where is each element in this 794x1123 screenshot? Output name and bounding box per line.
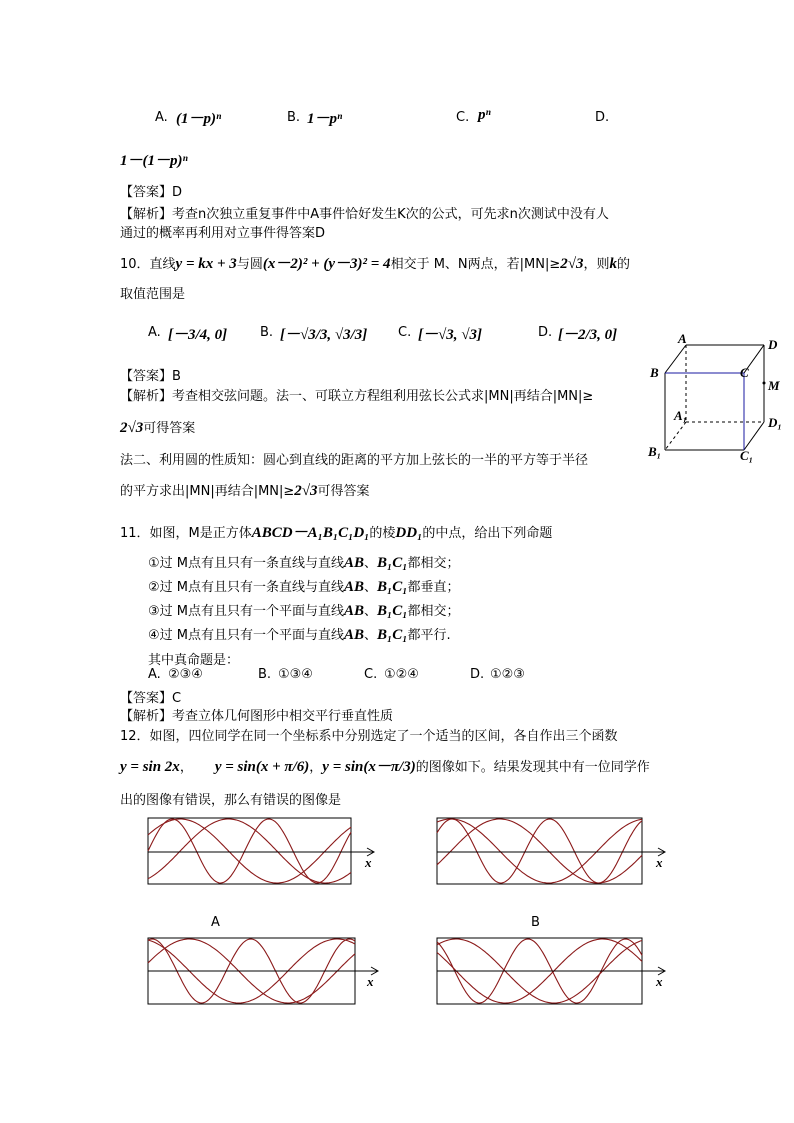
q9-option-b: 1－pⁿ xyxy=(307,111,343,127)
graph-curve-1-0 xyxy=(437,819,642,883)
q11-prop2-sep: 、 xyxy=(364,580,378,595)
q11-prop4-pre: ④过 M点有且只有一个平面与直线 xyxy=(148,628,345,643)
q11-prop4-bc: B₁C₁ xyxy=(377,627,408,643)
q10-option-a-label: A. xyxy=(148,325,161,340)
q10-option-b: [－√3/3, √3/3] xyxy=(280,327,368,343)
graph-curve-0-0 xyxy=(148,819,351,883)
q12-func-1: y = sin 2x xyxy=(120,759,180,775)
graph-d xyxy=(434,935,674,1010)
cube-label-d: D xyxy=(768,337,778,352)
q11-option-d: ①②③ xyxy=(490,667,525,682)
q10-option-d: [－2/3, 0] xyxy=(558,327,618,343)
cube-label-d1: D₁ xyxy=(768,415,782,430)
q11-option-b: ①③④ xyxy=(278,667,313,682)
cube-figure xyxy=(640,330,794,470)
q10-option-c: [－√3, √3] xyxy=(418,327,482,343)
q12-stem-b: 的图像如下。结果发现其中有一位同学作 xyxy=(415,760,650,775)
graph-a-caption: A xyxy=(211,915,220,930)
q12-stem-line3: 出的图像有错误，那么有错误的图像是 xyxy=(120,793,342,808)
q10-stem-c: 相交于 M、N两点，若|MN|≥ xyxy=(390,257,561,272)
q11-prop1-ab: AB xyxy=(344,555,365,571)
q10-stem-line2: 取值范围是 xyxy=(120,287,186,302)
q9-option-c: pⁿ xyxy=(478,107,491,123)
cube-label-c1: C₁ xyxy=(740,448,754,463)
q11-prop4-sep: 、 xyxy=(364,628,378,643)
graph-a-x-label: x xyxy=(365,855,372,870)
q11-option-c: ①②④ xyxy=(384,667,419,682)
q9-option-a-label: A. xyxy=(155,110,168,125)
q10-stem-e: 的 xyxy=(616,257,630,272)
q12-func-3: y = sin(x－π/3) xyxy=(322,759,416,775)
q12-func-2: y = sin(x + π/6) xyxy=(214,759,310,775)
q11-prop2-bc: B₁C₁ xyxy=(377,579,408,595)
q11-stem-b: 的棱 xyxy=(369,526,396,541)
q11-option-d-label: D. xyxy=(470,667,485,682)
q11-option-a: ②③④ xyxy=(168,667,203,682)
cube-label-c: C xyxy=(740,365,749,380)
graph-b xyxy=(434,815,674,890)
q10-analysis-text2: 可得答案 xyxy=(143,421,196,436)
q11-edge-name: DD₁ xyxy=(395,525,423,541)
cube-label-m: M xyxy=(768,378,780,393)
q9-option-b-label: B. xyxy=(287,110,301,125)
q11-stem xyxy=(120,521,552,542)
q10-analysis-text4b: 可得答案 xyxy=(317,484,370,499)
q11-prop3-pre: ③过 M点有且只有一个平面与直线 xyxy=(148,604,345,619)
q11-prop1-pre: ①过 M点有且只有一条直线与直线 xyxy=(148,556,345,571)
q10-line-eq: y = kx + 3 xyxy=(175,256,237,272)
q10-analysis-line2 xyxy=(120,417,195,437)
q10-option-b-label: B. xyxy=(260,325,274,340)
q11-prop4-post: 都平行. xyxy=(407,628,451,643)
q12-sep-2: ， xyxy=(309,760,323,775)
q9-analysis-line2: 通过的概率再利用对立事件得答案D xyxy=(120,226,326,241)
q10-analysis-line3: 法二、利用圆的性质知：圆心到直线的距离的平方加上弦长的一半的平方等于半径 xyxy=(120,453,589,468)
q12-stem-line2 xyxy=(120,755,650,776)
q10-option-d-label: D. xyxy=(538,325,553,340)
q10-analysis-root2: 2√3 xyxy=(294,483,318,499)
q12-sep-1: ， xyxy=(179,760,193,775)
q11-proposition-1 xyxy=(148,552,460,572)
q11-option-b-label: B. xyxy=(258,667,272,682)
cube-label-b: B xyxy=(650,365,659,380)
q11-prop2-ab: AB xyxy=(344,579,365,595)
q11-prop1-sep: 、 xyxy=(364,556,378,571)
graph-curve-0-2 xyxy=(148,819,351,883)
q11-prop2-pre: ②过 M点有且只有一条直线与直线 xyxy=(148,580,345,595)
cube-label-a1: A₁ xyxy=(674,408,688,423)
q10-analysis-text4a: 的平方求出|MN|再结合|MN|≥ xyxy=(120,484,295,499)
q11-answer: 【答案】C xyxy=(120,691,182,706)
q10-option-c-label: C. xyxy=(398,325,412,340)
q11-prop4-ab: AB xyxy=(344,627,365,643)
q10-stem-line1 xyxy=(120,252,630,273)
q9-analysis-line1: 【解析】考查n次独立重复事件中A事件恰好发生K次的公式，可先求n次测试中没有人 xyxy=(120,207,609,222)
cube-label-b1: B₁ xyxy=(648,444,662,459)
q9-answer: 【答案】D xyxy=(120,185,183,200)
graph-d-x-label: x xyxy=(656,974,663,989)
q10-circle-eq: (x－2)² + (y－3)² = 4 xyxy=(262,256,391,272)
q11-proposition-2 xyxy=(148,576,460,596)
q10-option-a: [－3/4, 0] xyxy=(168,327,228,343)
graph-curve-0-1 xyxy=(148,819,351,883)
q11-prop3-sep: 、 xyxy=(364,604,378,619)
q10-analysis-root: 2√3 xyxy=(120,420,144,436)
q10-analysis-line1: 【解析】考查相交弦问题。法一、可联立方程组利用弦长公式求|MN|再结合|MN|≥ xyxy=(120,389,594,404)
q11-proposition-3 xyxy=(148,600,460,620)
q11-stem-c: 的中点，给出下列命题 xyxy=(422,526,553,541)
q9-option-d-label: D. xyxy=(595,110,610,125)
q11-analysis: 【解析】考查立体几何图形中相交平行垂直性质 xyxy=(120,709,394,724)
q11-prop1-post: 都相交； xyxy=(407,556,460,571)
cube-label-a: A xyxy=(678,331,687,346)
graph-c-x-label: x xyxy=(367,974,374,989)
q10-stem-a: 10．直线 xyxy=(120,257,176,272)
q11-prop3-bc: B₁C₁ xyxy=(377,603,408,619)
q10-stem-b: 与圆 xyxy=(236,257,263,272)
q11-prop2-post: 都垂直； xyxy=(407,580,460,595)
q9-option-d: 1－(1－p)ⁿ xyxy=(120,153,188,169)
q11-stem-a: 11．如图，M是正方体 xyxy=(120,526,252,541)
graph-c xyxy=(145,935,385,1010)
graph-b-x-label: x xyxy=(656,855,663,870)
q11-prop3-ab: AB xyxy=(344,603,365,619)
q10-analysis-line4 xyxy=(120,480,370,500)
graph-a xyxy=(145,815,385,890)
q10-root: 2√3 xyxy=(560,256,584,272)
q11-prop1-bc: B₁C₁ xyxy=(377,555,408,571)
q11-option-a-label: A. xyxy=(148,667,161,682)
q11-prop3-post: 都相交； xyxy=(407,604,460,619)
q11-prompt: 其中真命题是： xyxy=(148,653,240,668)
q9-option-a: (1－p)ⁿ xyxy=(176,111,222,127)
q10-stem-d: ，则 xyxy=(583,257,610,272)
q11-cube-name: ABCD－A₁B₁C₁D₁ xyxy=(251,525,370,541)
q10-k: k xyxy=(609,256,617,272)
q11-proposition-4 xyxy=(148,624,451,644)
graph-b-caption: B xyxy=(531,915,540,930)
q10-answer: 【答案】B xyxy=(120,369,181,384)
q11-option-c-label: C. xyxy=(364,667,378,682)
q9-option-c-label: C. xyxy=(456,110,470,125)
q12-stem-line1: 12．如图，四位同学在同一个坐标系中分别选定了一个适当的区间，各自作出三个函数 xyxy=(120,729,618,744)
